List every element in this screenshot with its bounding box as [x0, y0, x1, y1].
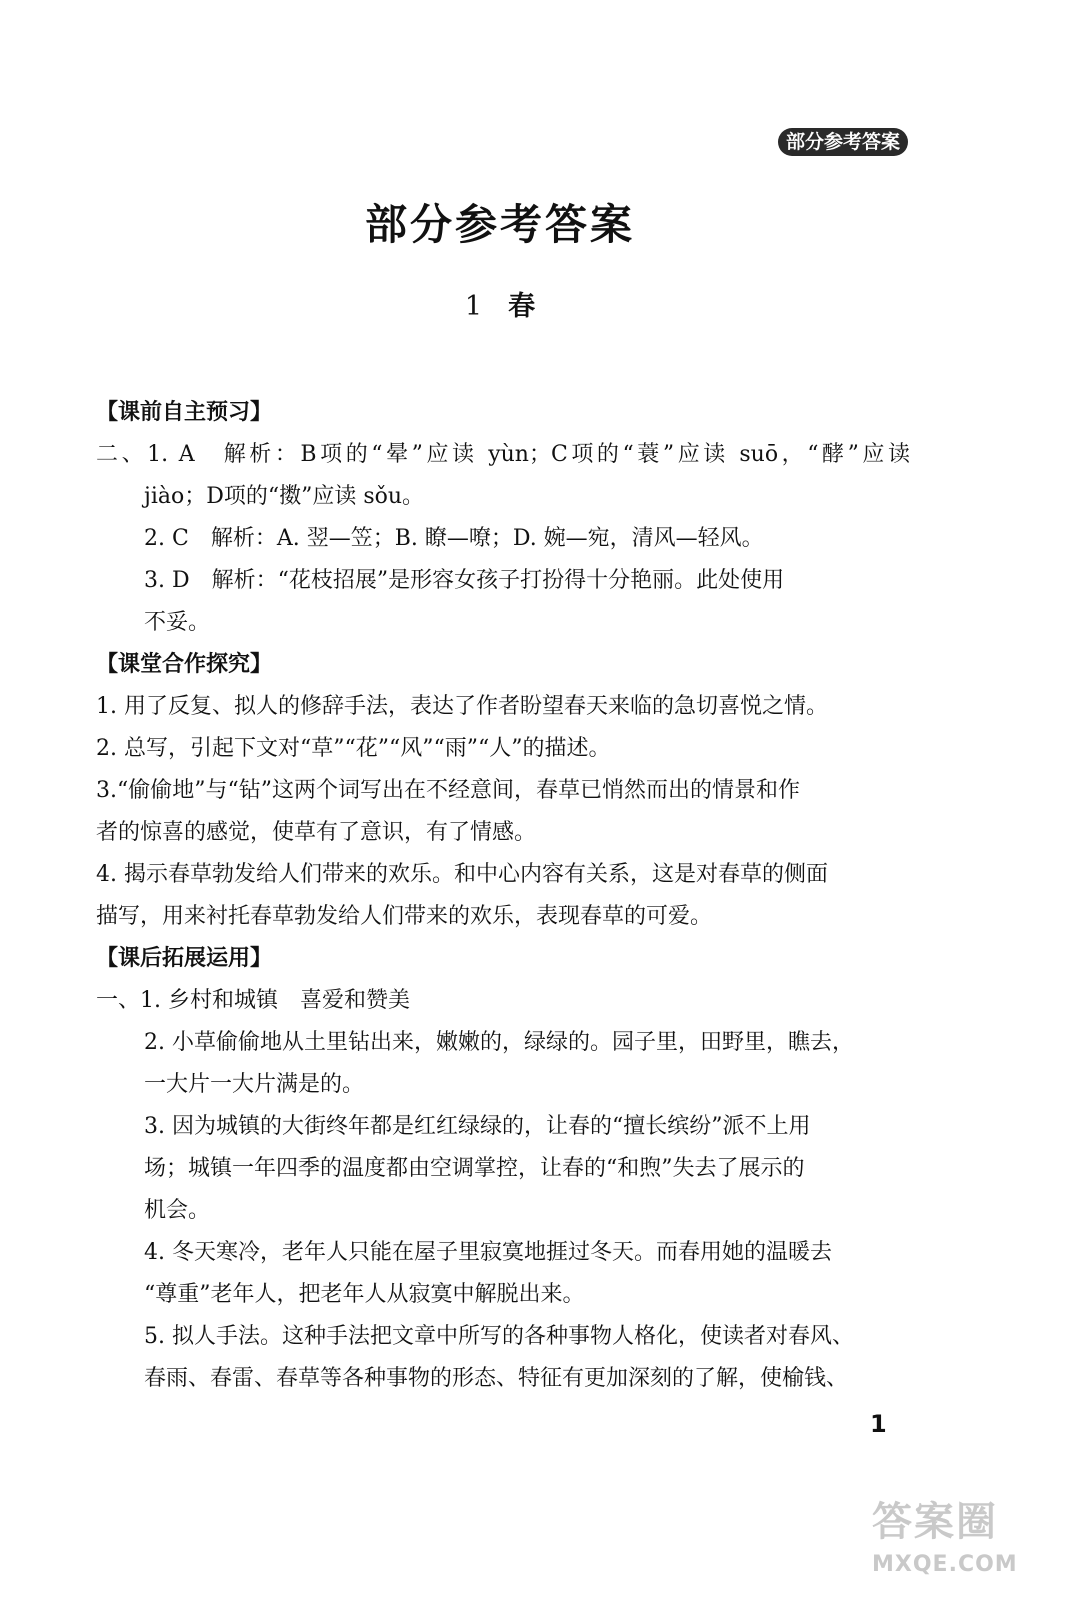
answer-line: 不妥。 — [144, 610, 211, 635]
watermark-logo — [872, 1496, 1050, 1596]
answer-line: 机会。 — [144, 1198, 211, 1223]
answer-line: “尊重”老年人，把老年人从寂寞中解脱出来。 — [144, 1282, 585, 1307]
answer-line: 1. 用了反复、拟人的修辞手法，表达了作者盼望春天来临的急切喜悦之情。 — [96, 694, 828, 719]
lesson-title — [0, 284, 1000, 323]
answer-line: 4. 冬天寒冷，老年人只能在屋子里寂寞地捱过冬天。而春用她的温暖去 — [144, 1240, 832, 1265]
answer-line: 春雨、春雷、春草等各种事物的形态、特征有更加深刻的了解，使榆钱、 — [144, 1366, 849, 1391]
answer-line: 2. C 解析：A. 翌—笠；B. 瞭—嘹；D. 婉—宛，清风—轻风。 — [144, 526, 764, 551]
section-heading-extension: 【课后拓展运用】 — [96, 946, 273, 971]
answer-line: 者的惊喜的感觉，使草有了意识，有了情感。 — [96, 820, 537, 845]
section-heading-classroom: 【课堂合作探究】 — [96, 652, 273, 677]
answer-line: 场；城镇一年四季的温度都由空调掌控，让春的“和煦”失去了展示的 — [144, 1156, 805, 1181]
answer-line: 5. 拟人手法。这种手法把文章中所写的各种事物人格化，使读者对春风、 — [144, 1324, 854, 1349]
lesson-name: 春 — [508, 291, 536, 322]
corner-section-tag: 部分参考答案 — [778, 128, 908, 156]
answer-line: 一大片一大片满是的。 — [144, 1072, 365, 1097]
lesson-number: 1 — [464, 291, 483, 322]
watermark-bottom-text: MXQE.COM — [872, 1552, 1018, 1577]
page-title: 部分参考答案 — [364, 200, 635, 249]
answer-line: 3. D 解析：“花枝招展”是形容女孩子打扮得十分艳丽。此处使用 — [144, 568, 785, 593]
answer-content — [96, 392, 910, 1400]
answer-line: 3.“偷偷地”与“钻”这两个词写出在不经意间，春草已悄然而出的情景和作 — [96, 778, 800, 803]
page-number: 1 — [870, 1410, 887, 1438]
answer-line: jiào；D项的“擞”应读 sǒu。 — [144, 484, 425, 509]
watermark-top-text: 答案圈 — [872, 1499, 998, 1545]
answer-line: 描写，用来衬托春草勃发给人们带来的欢乐，表现春草的可爱。 — [96, 904, 713, 929]
answer-line: 2. 总写，引起下文对“草”“花”“风”“雨”“人”的描述。 — [96, 736, 611, 761]
answer-line: 3. 因为城镇的大街终年都是红红绿绿的，让春的“擅长缤纷”派不上用 — [144, 1114, 811, 1139]
answer-line: 一、1. 乡村和城镇 喜爱和赞美 — [96, 988, 410, 1013]
answer-line: 4. 揭示春草勃发给人们带来的欢乐。和中心内容有关系，这是对春草的侧面 — [96, 862, 828, 887]
answer-line: 二、1. A 解析：B项的“晕”应读 yùn；C项的“蓑”应读 suō，“酵”应读 — [96, 442, 910, 467]
answer-line: 2. 小草偷偷地从土里钻出来，嫩嫩的，绿绿的。园子里，田野里，瞧去， — [144, 1030, 854, 1055]
section-heading-preview: 【课前自主预习】 — [96, 400, 273, 425]
